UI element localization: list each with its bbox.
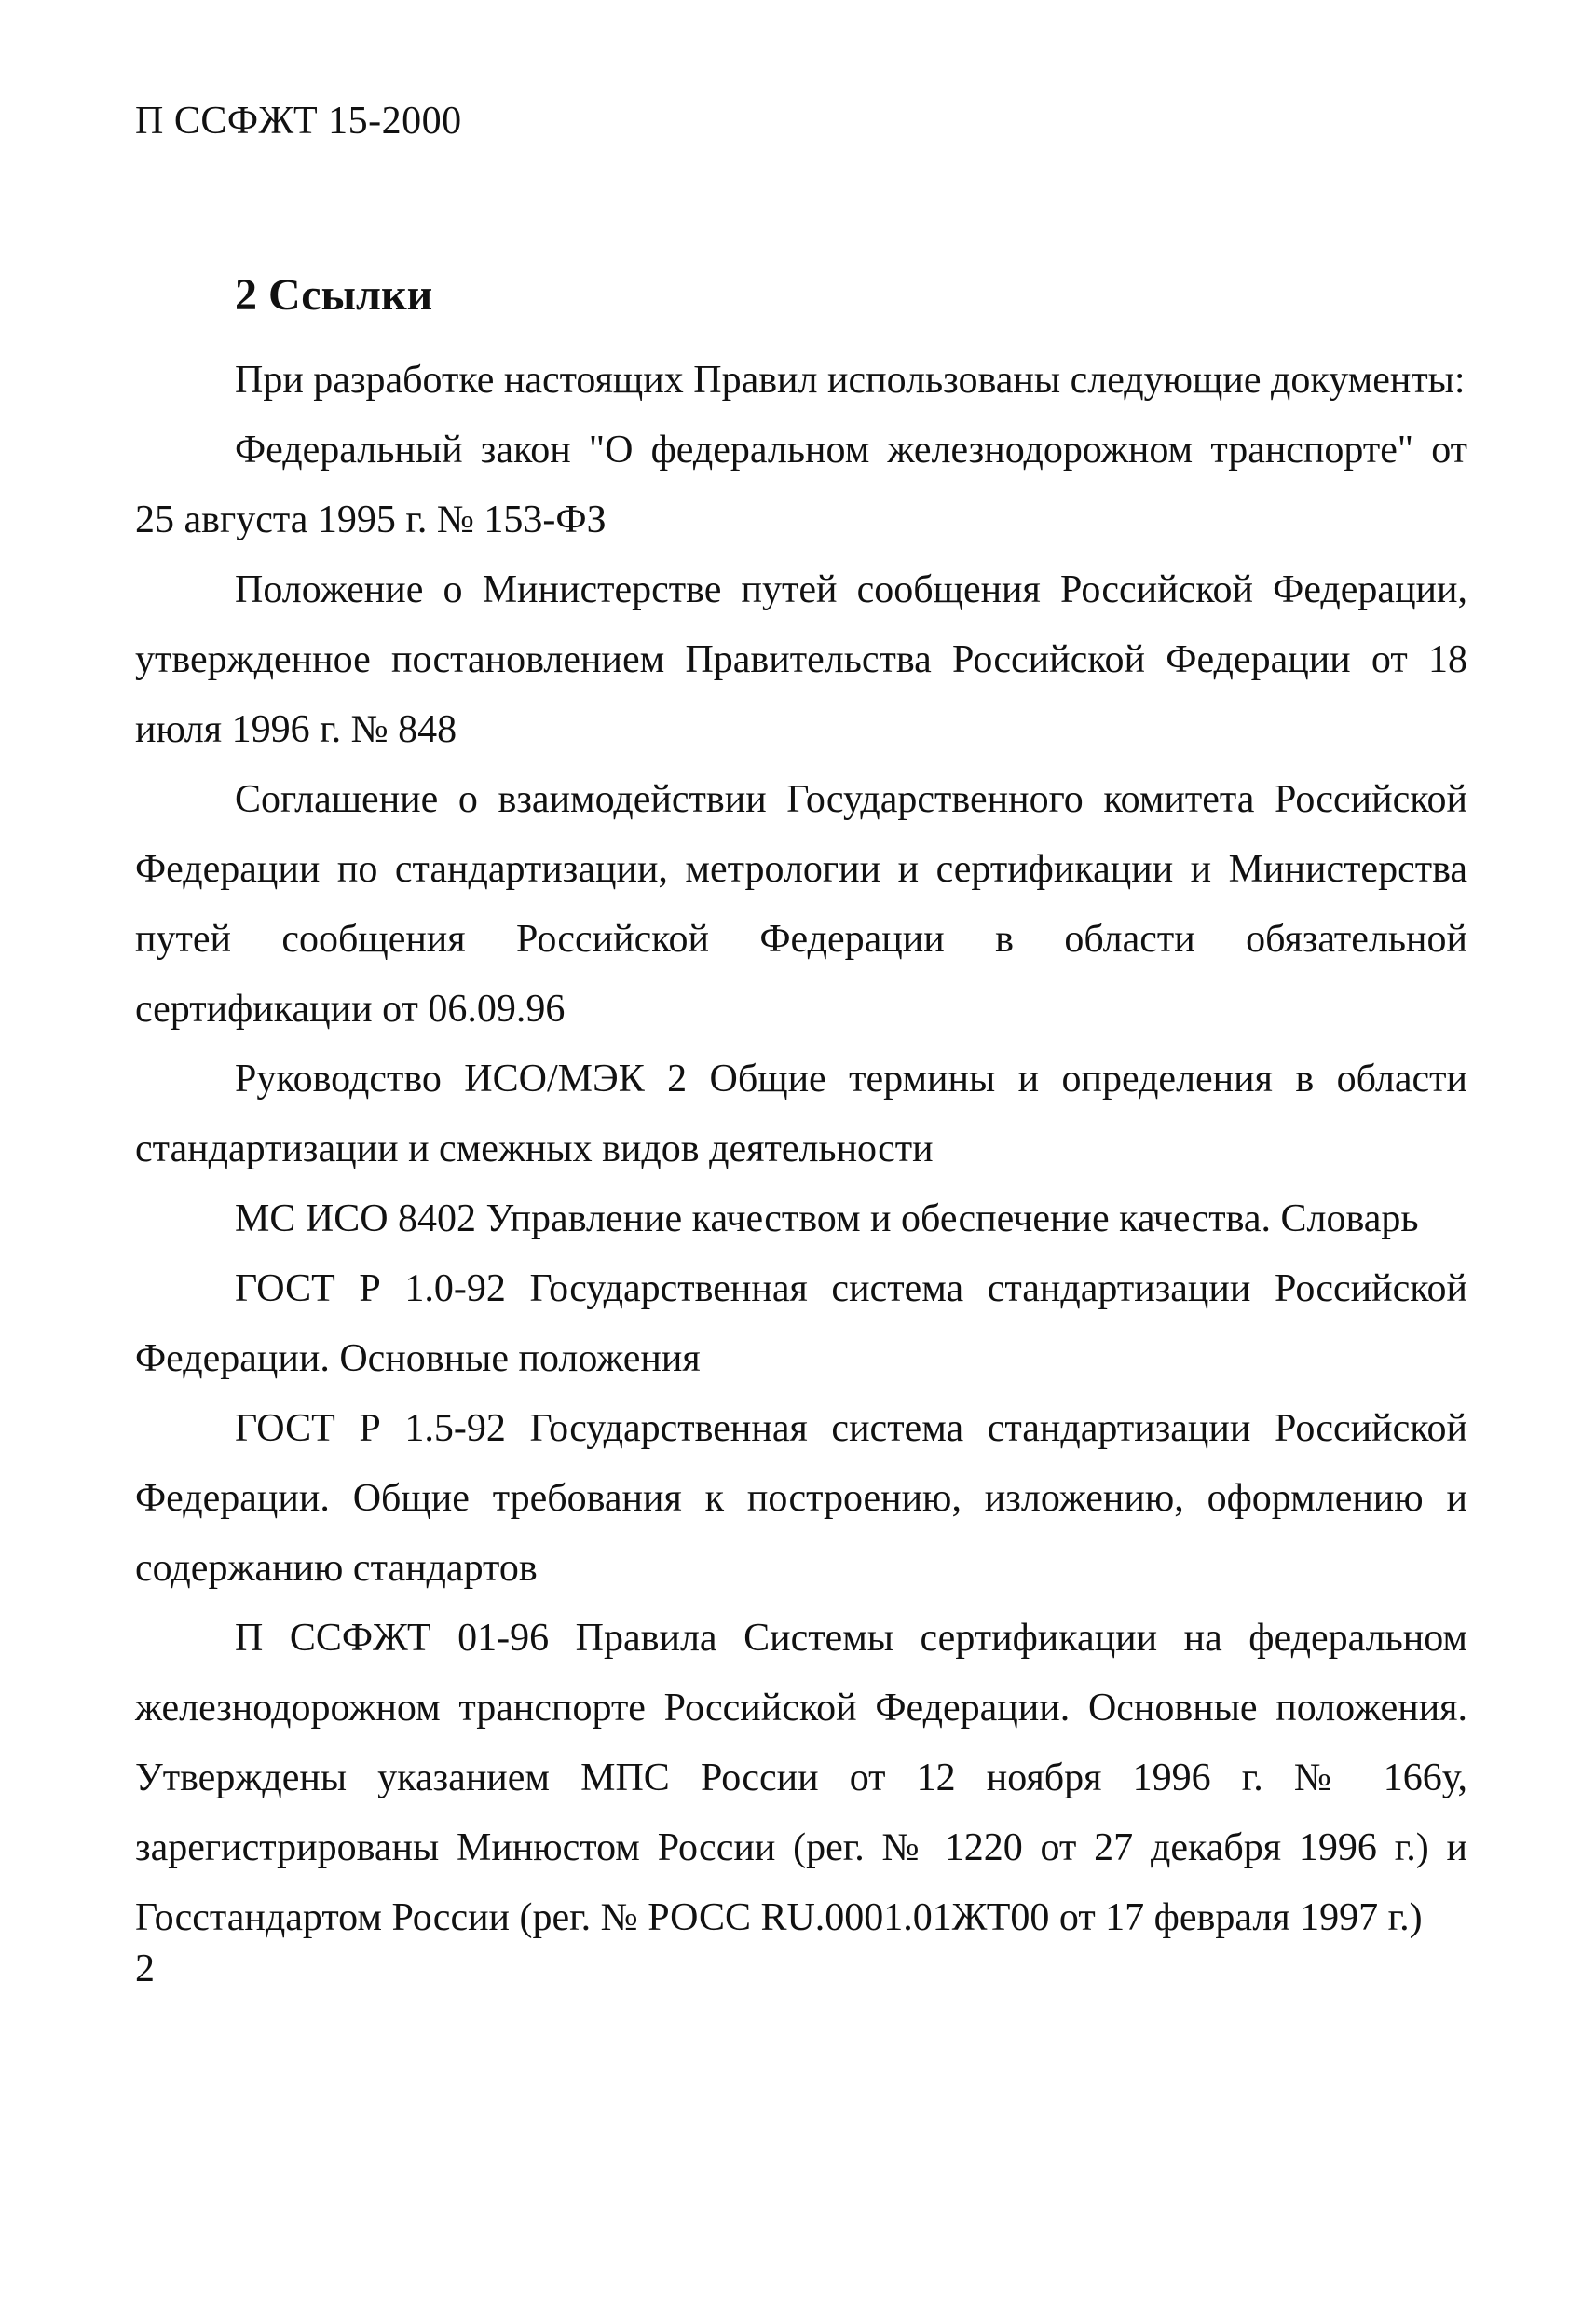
paragraph-ssfzht-01-96: П ССФЖТ 01-96 Правила Системы сертификации на федеральном железнодорожном транспорте Российской Федерации. Основные положения. Утверждены указанием МПС России от 12 ноября 1996 г. № 166у, зарегистрированы Минюстом России (рег. № 1220 от 27 декабря 1996 г.) и Госстандартом России (рег. № РОСС RU.0001.01ЖТ00 от 17 февраля 1997 г.) <box>135 1617 1467 1939</box>
paragraph-iso-iec-guide: Руководство ИСО/МЭК 2 Общие термины и определения в области стандартизации и смежных видов деятельности <box>135 1058 1467 1170</box>
section-title: 2 Ссылки <box>235 270 433 320</box>
paragraph-intro: При разработке настоящих Правил использованы следующие документы: <box>235 359 1466 402</box>
references-section <box>135 266 1467 1953</box>
paragraph-gost-1-5: ГОСТ Р 1.5-92 Государственная система стандартизации Российской Федерации. Общие требования к построению, изложению, оформлению и содержанию стандартов <box>135 1407 1467 1590</box>
paragraph-iso-8402: МС ИСО 8402 Управление качеством и обеспечение качества. Словарь <box>235 1197 1419 1240</box>
document-code: П ССФЖТ 15-2000 <box>135 100 462 143</box>
paragraph-federal-law: Федеральный закон "О федеральном железнодорожном транспорте" от 25 августа 1995 г. № 153-ФЗ <box>135 429 1467 541</box>
page-number: 2 <box>135 1948 155 1990</box>
paragraph-ministry-regulation: Положение о Министерстве путей сообщения Российской Федерации, утвержденное постановлением Правительства Российской Федерации от 18 июля 1996 г. № 848 <box>135 568 1467 751</box>
paragraph-gost-1-0: ГОСТ Р 1.0-92 Государственная система стандартизации Российской Федерации. Основные положения <box>135 1267 1467 1380</box>
paragraph-agreement: Соглашение о взаимодействии Государственного комитета Российской Федерации по стандартизации, метрологии и сертификации и Министерства путей сообщения Российской Федерации в области обязательной сертификации от 06.09.96 <box>135 778 1467 1031</box>
